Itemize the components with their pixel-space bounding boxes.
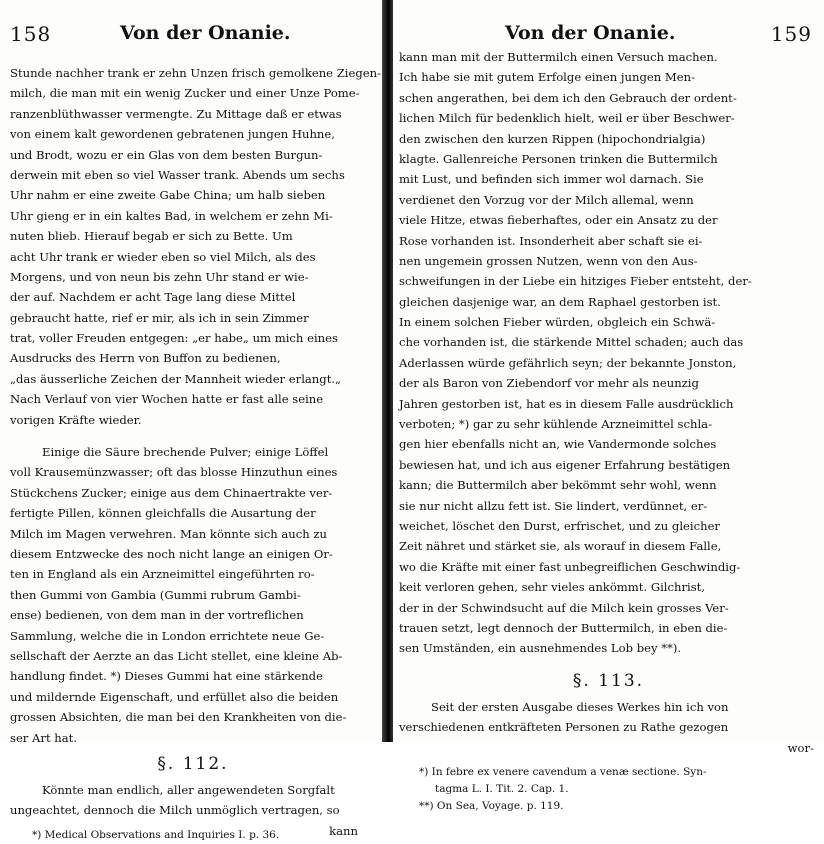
text-line: ranzenblüthwasser vermengte. Zu Mittage daß er etwas [10, 106, 342, 121]
text-line: und Brodt, wozu er ein Glas von dem besten Burgun- [10, 147, 323, 162]
text-line: Morgens, und von neun bis zehn Uhr stand er wie- [10, 269, 309, 284]
text-line: fertigte Pillen, können gleichfalls die Ausartung der [10, 506, 316, 521]
text-line: Uhr gieng er in ein kaltes Bad, in welchem er zehn Mi- [10, 208, 333, 223]
text-line: grossen Absichten, die man bei den Krankheiten von die- [10, 710, 347, 725]
text-line: lichen Milch für bedenklich hielt, weil er über Beschwer- [399, 111, 735, 126]
text-line: verdienet den Vorzug vor der Milch allemal, wenn [399, 192, 694, 207]
left-page [0, 0, 382, 842]
text-line: ser Art hat. [10, 730, 78, 745]
text-line: bewiesen hat, und ich aus eigener Erfahrung bestätigen [399, 457, 731, 472]
text-line: weichet, löschet den Durst, erfrischet, und zu gleicher [399, 518, 720, 533]
footnote: *) In febre ex venere cavendum a venæ sectione. Syn- [419, 765, 707, 778]
text-line: Jahren gestorben ist, hat es in diesem Falle ausdrücklich [399, 396, 734, 411]
section-heading: §. 112. [157, 753, 229, 774]
footnote: **) On Sea, Voyage. p. 119. [419, 799, 564, 812]
text-line: gleichen dasjenige war, an dem Raphael gestorben ist. [399, 294, 721, 309]
text-line: derwein mit eben so viel Wasser trank. Abends um sechs [10, 167, 345, 182]
running-head: Von der Onanie. [505, 22, 676, 44]
catchword: wor- [787, 740, 814, 755]
page-header [505, 22, 816, 48]
catchword: kann [329, 823, 358, 838]
text-line: Seit der ersten Ausgabe dieses Werkes hin ich von [431, 699, 729, 714]
text-line: der in der Schwindsucht auf die Milch kein grosses Ver- [399, 600, 729, 615]
text-line: sie nur nicht allzu fett ist. Sie lindert, verdünnet, er- [399, 498, 708, 513]
text-line: che vorhanden ist, die stärkende Mittel schaden; auch das [399, 335, 744, 350]
page-number: 158 [10, 22, 52, 46]
text-line: schen angerathen, bei dem ich den Gebrauch der ordent- [399, 90, 737, 105]
text-line: In einem solchen Fieber würden, obgleich ein Schwä- [399, 315, 716, 330]
text-line: Ausdrucks des Herrn von Buffon zu bedienen, [10, 351, 281, 366]
text-line: sellschaft der Aerzte an das Licht stellet, eine kleine Ab- [10, 648, 343, 663]
text-line: diesem Entzwecke des noch nicht lange an einigen Or- [10, 546, 333, 561]
text-line: den zwischen den kurzen Rippen (hipochondrialgia) [399, 131, 706, 146]
text-line: ungeachtet, dennoch die Milch unmöglich vertragen, so [10, 803, 340, 818]
text-line: Ich habe sie mit gutem Erfolge einen jungen Men- [399, 70, 695, 85]
text-line: then Gummi von Gambia (Gummi rubrum Gambi- [10, 587, 301, 602]
footnote: tagma L. I. Tit. 2. Cap. 1. [435, 782, 569, 795]
text-line: schweifungen in der Liebe ein hitziges Fieber entsteht, der- [399, 274, 752, 289]
text-line: kann man mit der Buttermilch einen Versuch machen. [399, 50, 718, 64]
text-line: verschiedenen entkräfteten Personen zu Rathe gezogen [399, 720, 729, 735]
text-line: verboten; *) gar zu sehr kühlende Arzneimittel schla- [399, 417, 713, 432]
text-line: ten in England als ein Arzneimittel eingeführten ro- [10, 567, 315, 582]
text-line: trauen setzt, legt dennoch der Buttermilch, in eben die- [399, 620, 728, 635]
text-line: Sammlung, welche die in London errichtete neue Ge- [10, 628, 325, 643]
text-line: der als Baron von Ziebendorf vor mehr als neunzig [399, 376, 699, 391]
text-line: von einem kalt gewordenen gebratenen jungen Huhne, [10, 127, 335, 142]
right-page [393, 0, 824, 812]
text-line: mit Lust, und befinden sich immer wol darnach. Sie [399, 172, 704, 187]
body-text [10, 63, 382, 844]
page-header [10, 22, 372, 48]
text-line: acht Uhr trank er wieder eben so viel Milch, als des [10, 249, 316, 264]
book-gutter [382, 0, 393, 742]
text-line: Zeit nähret und stärket sie, als worauf in diesem Falle, [399, 539, 722, 554]
text-line: „das äusserliche Zeichen der Mannheit wieder erlangt.„ [10, 371, 342, 386]
text-line: sen Umständen, ein ausnehmendes Lob bey **). [399, 641, 682, 656]
text-line: gen hier ebenfalls nicht an, wie Vandermonde solches [399, 437, 717, 452]
section-heading: §. 113. [572, 670, 645, 691]
text-line: kann; die Buttermilch aber bekömmt sehr wohl, wenn [399, 478, 717, 493]
body-text [399, 47, 818, 815]
text-line: nen ungemein grossen Nutzen, wenn von den Aus- [399, 253, 698, 268]
text-line: vorigen Kräfte wieder. [10, 412, 142, 427]
text-line: und mildernde Eigenschaft, und erfüllet also die beiden [10, 689, 339, 704]
page-number: 159 [770, 22, 812, 46]
text-line: Aderlassen würde gefährlich seyn; der bekannte Jonston, [399, 355, 737, 370]
text-line: Einige die Säure brechende Pulver; einige Löffel [42, 445, 329, 460]
text-line: der auf. Nachdem er acht Tage lang diese Mittel [10, 290, 296, 305]
text-line: klagte. Gallenreiche Personen trinken die Buttermilch [399, 151, 718, 166]
text-line: wo die Kräfte mit einer fast unbegreiflichen Geschwindig- [399, 559, 741, 574]
text-line: trat, voller Freuden entgegen: „er habe„ um mich eines [10, 331, 338, 346]
text-line: Könnte man endlich, aller angewendeten Sorgfalt [42, 782, 335, 797]
footnote: *) Medical Observations and Inquiries I. p. 36. [32, 829, 280, 842]
text-line: Milch im Magen verwehren. Man könnte sich auch zu [10, 526, 327, 541]
text-line: Stunde nachher trank er zehn Unzen frisch gemolkene Ziegen- [10, 66, 382, 80]
text-line: Nach Verlauf von vier Wochen hatte er fast alle seine [10, 392, 324, 407]
text-line: milch, die man mit ein wenig Zucker und einer Unze Pome- [10, 86, 360, 101]
paragraph-gap [10, 430, 376, 442]
running-head: Von der Onanie. [120, 22, 291, 44]
text-line: viele Hitze, etwas fieberhaftes, oder ein Ansatz zu der [399, 213, 718, 228]
text-line: keit verloren gehen, sehr vieles ankömmt. Gilchrist, [399, 580, 705, 595]
text-line: handlung findet. *) Dieses Gummi hat eine stärkende [10, 669, 323, 684]
text-line: voll Krausemünzwasser; oft das blosse Hinzuthun eines [10, 465, 338, 480]
text-line: ense) bedienen, von dem man in der vortreflichen [10, 608, 304, 623]
text-line: Rose vorhanden ist. Insonderheit aber schaft sie ei- [399, 233, 703, 248]
text-line: Stückchens Zucker; einige aus dem Chinaertrakte ver- [10, 485, 333, 500]
text-line: Uhr nahm er eine zweite Gabe China; um halb sieben [10, 188, 326, 203]
text-line: nuten blieb. Hierauf begab er sich zu Bette. Um [10, 229, 293, 244]
text-line: gebraucht hatte, rief er mir, als ich in sein Zimmer [10, 310, 309, 325]
